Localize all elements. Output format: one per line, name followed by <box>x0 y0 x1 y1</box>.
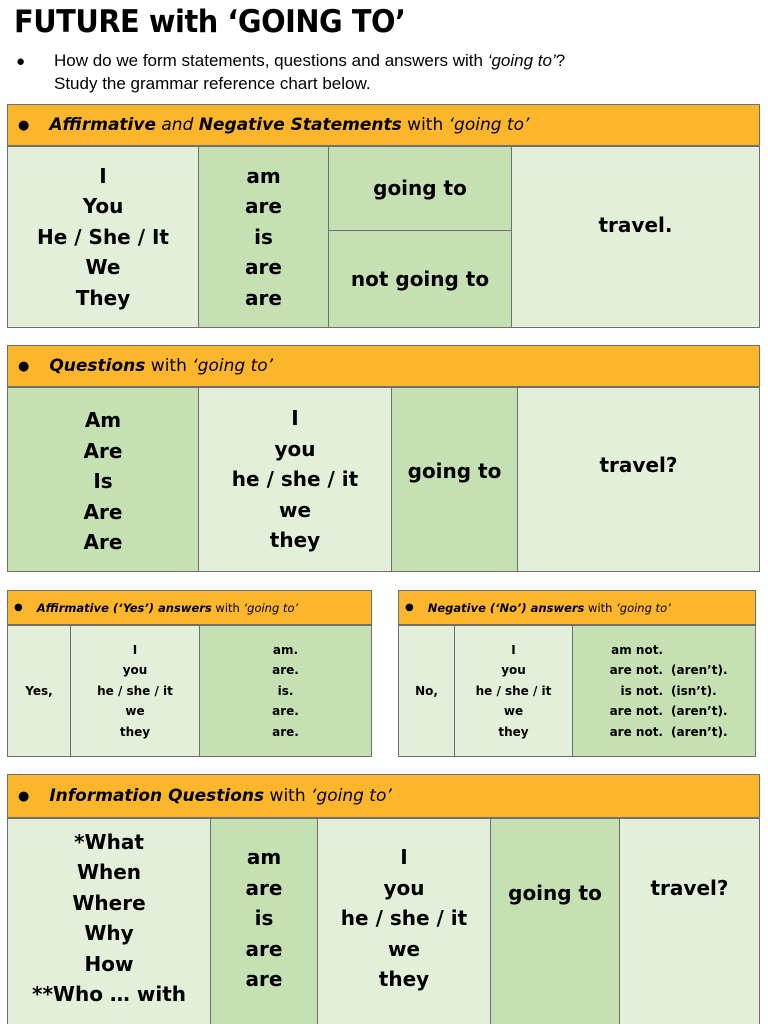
be-verb: Are <box>83 499 123 524</box>
page-title: FUTURE with ‘GOING TO’ <box>14 4 406 40</box>
main-verb-text: travel? <box>650 876 729 900</box>
be-verb: is <box>254 906 274 930</box>
be-verb: am <box>246 163 281 188</box>
table-information-questions <box>7 818 760 1024</box>
header-text: with <box>145 356 193 376</box>
subject: he / she / it <box>97 683 173 698</box>
negative-verb-row <box>573 640 755 661</box>
wh-word: When <box>76 860 142 884</box>
be-verb: is. <box>277 683 294 698</box>
bullet-icon: ● <box>18 788 30 804</box>
negative-verb-row <box>573 681 755 702</box>
contraction: (aren’t). <box>671 704 728 719</box>
main-verb-cell-filler <box>511 303 759 327</box>
subjects-column <box>198 388 391 571</box>
be-verb: are <box>245 967 283 991</box>
subjects-column <box>8 147 198 327</box>
section-header-questions <box>7 345 760 387</box>
negative-verb-row <box>573 701 755 722</box>
subject: we <box>503 704 524 719</box>
subject: you <box>383 875 425 900</box>
section-header-no-answers <box>398 590 756 625</box>
header-text: Negative (‘No’) answers <box>427 600 585 615</box>
negative-verbs-column <box>572 626 755 756</box>
be-verbs-column <box>8 388 198 571</box>
wh-word: *What <box>74 829 144 854</box>
yes-cell <box>8 626 70 756</box>
negative-verb: am not. <box>611 642 663 657</box>
section-header-statements <box>7 104 760 146</box>
section-header-yes-answers <box>7 590 372 625</box>
subjects-column <box>454 626 572 756</box>
be-verb: are. <box>272 704 299 719</box>
no-cell <box>399 626 454 756</box>
wh-word: Where <box>72 890 146 915</box>
contraction <box>667 640 755 661</box>
bullet-icon: ● <box>18 358 30 374</box>
be-verb: are. <box>272 663 299 678</box>
header-text: and <box>155 115 199 135</box>
intro-text-1: How do we form statements, questions and answers with <box>54 51 488 70</box>
yes-text: Yes, <box>25 683 53 698</box>
be-verb: Am <box>84 408 122 433</box>
not-going-to-cell <box>328 231 511 327</box>
subject: he / she / it <box>231 467 359 492</box>
intro-text-2: Study the grammar reference chart below. <box>54 74 371 93</box>
wh-words-column <box>8 819 210 1024</box>
subject: he / she / it <box>340 906 468 930</box>
be-verb: are <box>245 255 282 280</box>
subject: we <box>278 497 312 522</box>
header-text: Questions <box>49 356 146 376</box>
subject: I <box>511 642 516 657</box>
header-text: with <box>264 786 312 806</box>
header-text: Information Questions <box>49 786 265 806</box>
header-text: Negative Statements <box>198 115 402 135</box>
going-to-cell <box>391 388 517 571</box>
be-verb: are <box>245 936 283 961</box>
negative-verb: are not. <box>609 724 663 739</box>
contraction: (aren’t). <box>671 724 728 739</box>
header-text: Affirmative (‘Yes’) answers <box>36 600 212 615</box>
subjects-column <box>317 819 490 1024</box>
negative-verb-row <box>573 660 755 681</box>
subject: you <box>122 663 148 678</box>
going-to-cell <box>328 147 511 231</box>
subject: I <box>400 845 408 869</box>
no-text: No, <box>415 683 438 698</box>
subject: We <box>85 255 121 280</box>
be-verbs-column <box>210 819 317 1024</box>
table-no-answers <box>398 625 756 757</box>
main-verb-text: travel. <box>598 212 673 237</box>
be-verb: is <box>254 224 273 249</box>
subject: we <box>387 936 421 961</box>
going-to-text: going to <box>407 459 502 484</box>
subject: we <box>125 704 145 719</box>
be-verb: am. <box>272 642 299 657</box>
intro-text-going-to: ‘going to’ <box>487 51 556 70</box>
subject: they <box>378 967 430 991</box>
subject: I <box>291 406 299 431</box>
main-verb-text: travel? <box>599 453 678 477</box>
wh-word: **Who … with <box>31 982 186 1006</box>
intro-text-question-mark: ? <box>555 51 566 70</box>
be-verb: are. <box>272 724 299 739</box>
bullet-icon: ● <box>16 53 26 70</box>
subject: you <box>501 663 526 678</box>
wh-word: How <box>84 951 134 976</box>
table-questions <box>7 387 760 572</box>
header-text: ‘going to’ <box>192 356 274 376</box>
negative-verb: is not. <box>620 683 663 698</box>
be-verb: are <box>245 285 282 310</box>
contraction: (aren’t). <box>671 663 728 678</box>
header-text: ‘going to’ <box>243 600 299 615</box>
wh-word: Why <box>84 921 134 945</box>
subject: I <box>132 642 138 657</box>
going-to-text: going to <box>373 176 467 201</box>
be-verb: are <box>245 194 282 219</box>
subject: You <box>82 194 124 219</box>
bullet-icon: ● <box>405 602 414 613</box>
subject: He / She / It <box>37 224 169 249</box>
subject: I <box>99 163 107 188</box>
header-text: with <box>211 600 244 615</box>
subject: they <box>119 724 151 739</box>
be-verb: Is <box>93 469 113 494</box>
negative-verb: are not. <box>609 663 663 678</box>
table-statements <box>7 146 760 328</box>
going-to-cell <box>490 819 619 1024</box>
section-header-information-questions <box>7 774 760 818</box>
contraction: (isn’t). <box>671 683 717 698</box>
table-yes-answers <box>7 625 372 757</box>
main-verb-cell <box>517 388 759 571</box>
header-text: ‘going to’ <box>448 115 530 135</box>
main-verb-cell <box>511 147 759 303</box>
bullet-icon: ● <box>18 117 30 133</box>
header-text: Affirmative <box>49 115 156 135</box>
not-going-to-text: not going to <box>350 266 490 291</box>
negative-verb: are not. <box>609 704 663 719</box>
header-text: with <box>401 115 449 135</box>
header-text: ‘going to’ <box>616 600 671 615</box>
be-verb: am <box>246 845 282 869</box>
be-verb: are <box>245 875 283 900</box>
subject: they <box>269 528 321 553</box>
bullet-icon: ● <box>14 602 23 613</box>
going-to-text: going to <box>508 881 602 905</box>
be-verbs-column <box>199 626 371 756</box>
subject: they <box>498 724 529 739</box>
be-verb: Are <box>83 438 123 463</box>
header-text: with <box>584 600 617 615</box>
subject: They <box>75 285 131 310</box>
subjects-column <box>70 626 199 756</box>
subject: you <box>274 436 316 461</box>
header-text: ‘going to’ <box>311 786 392 806</box>
main-verb-cell <box>619 819 759 1024</box>
subject: he / she / it <box>475 683 552 698</box>
negative-verb-row <box>573 722 755 743</box>
be-verb: Are <box>83 530 123 555</box>
be-verbs-column <box>198 147 328 327</box>
